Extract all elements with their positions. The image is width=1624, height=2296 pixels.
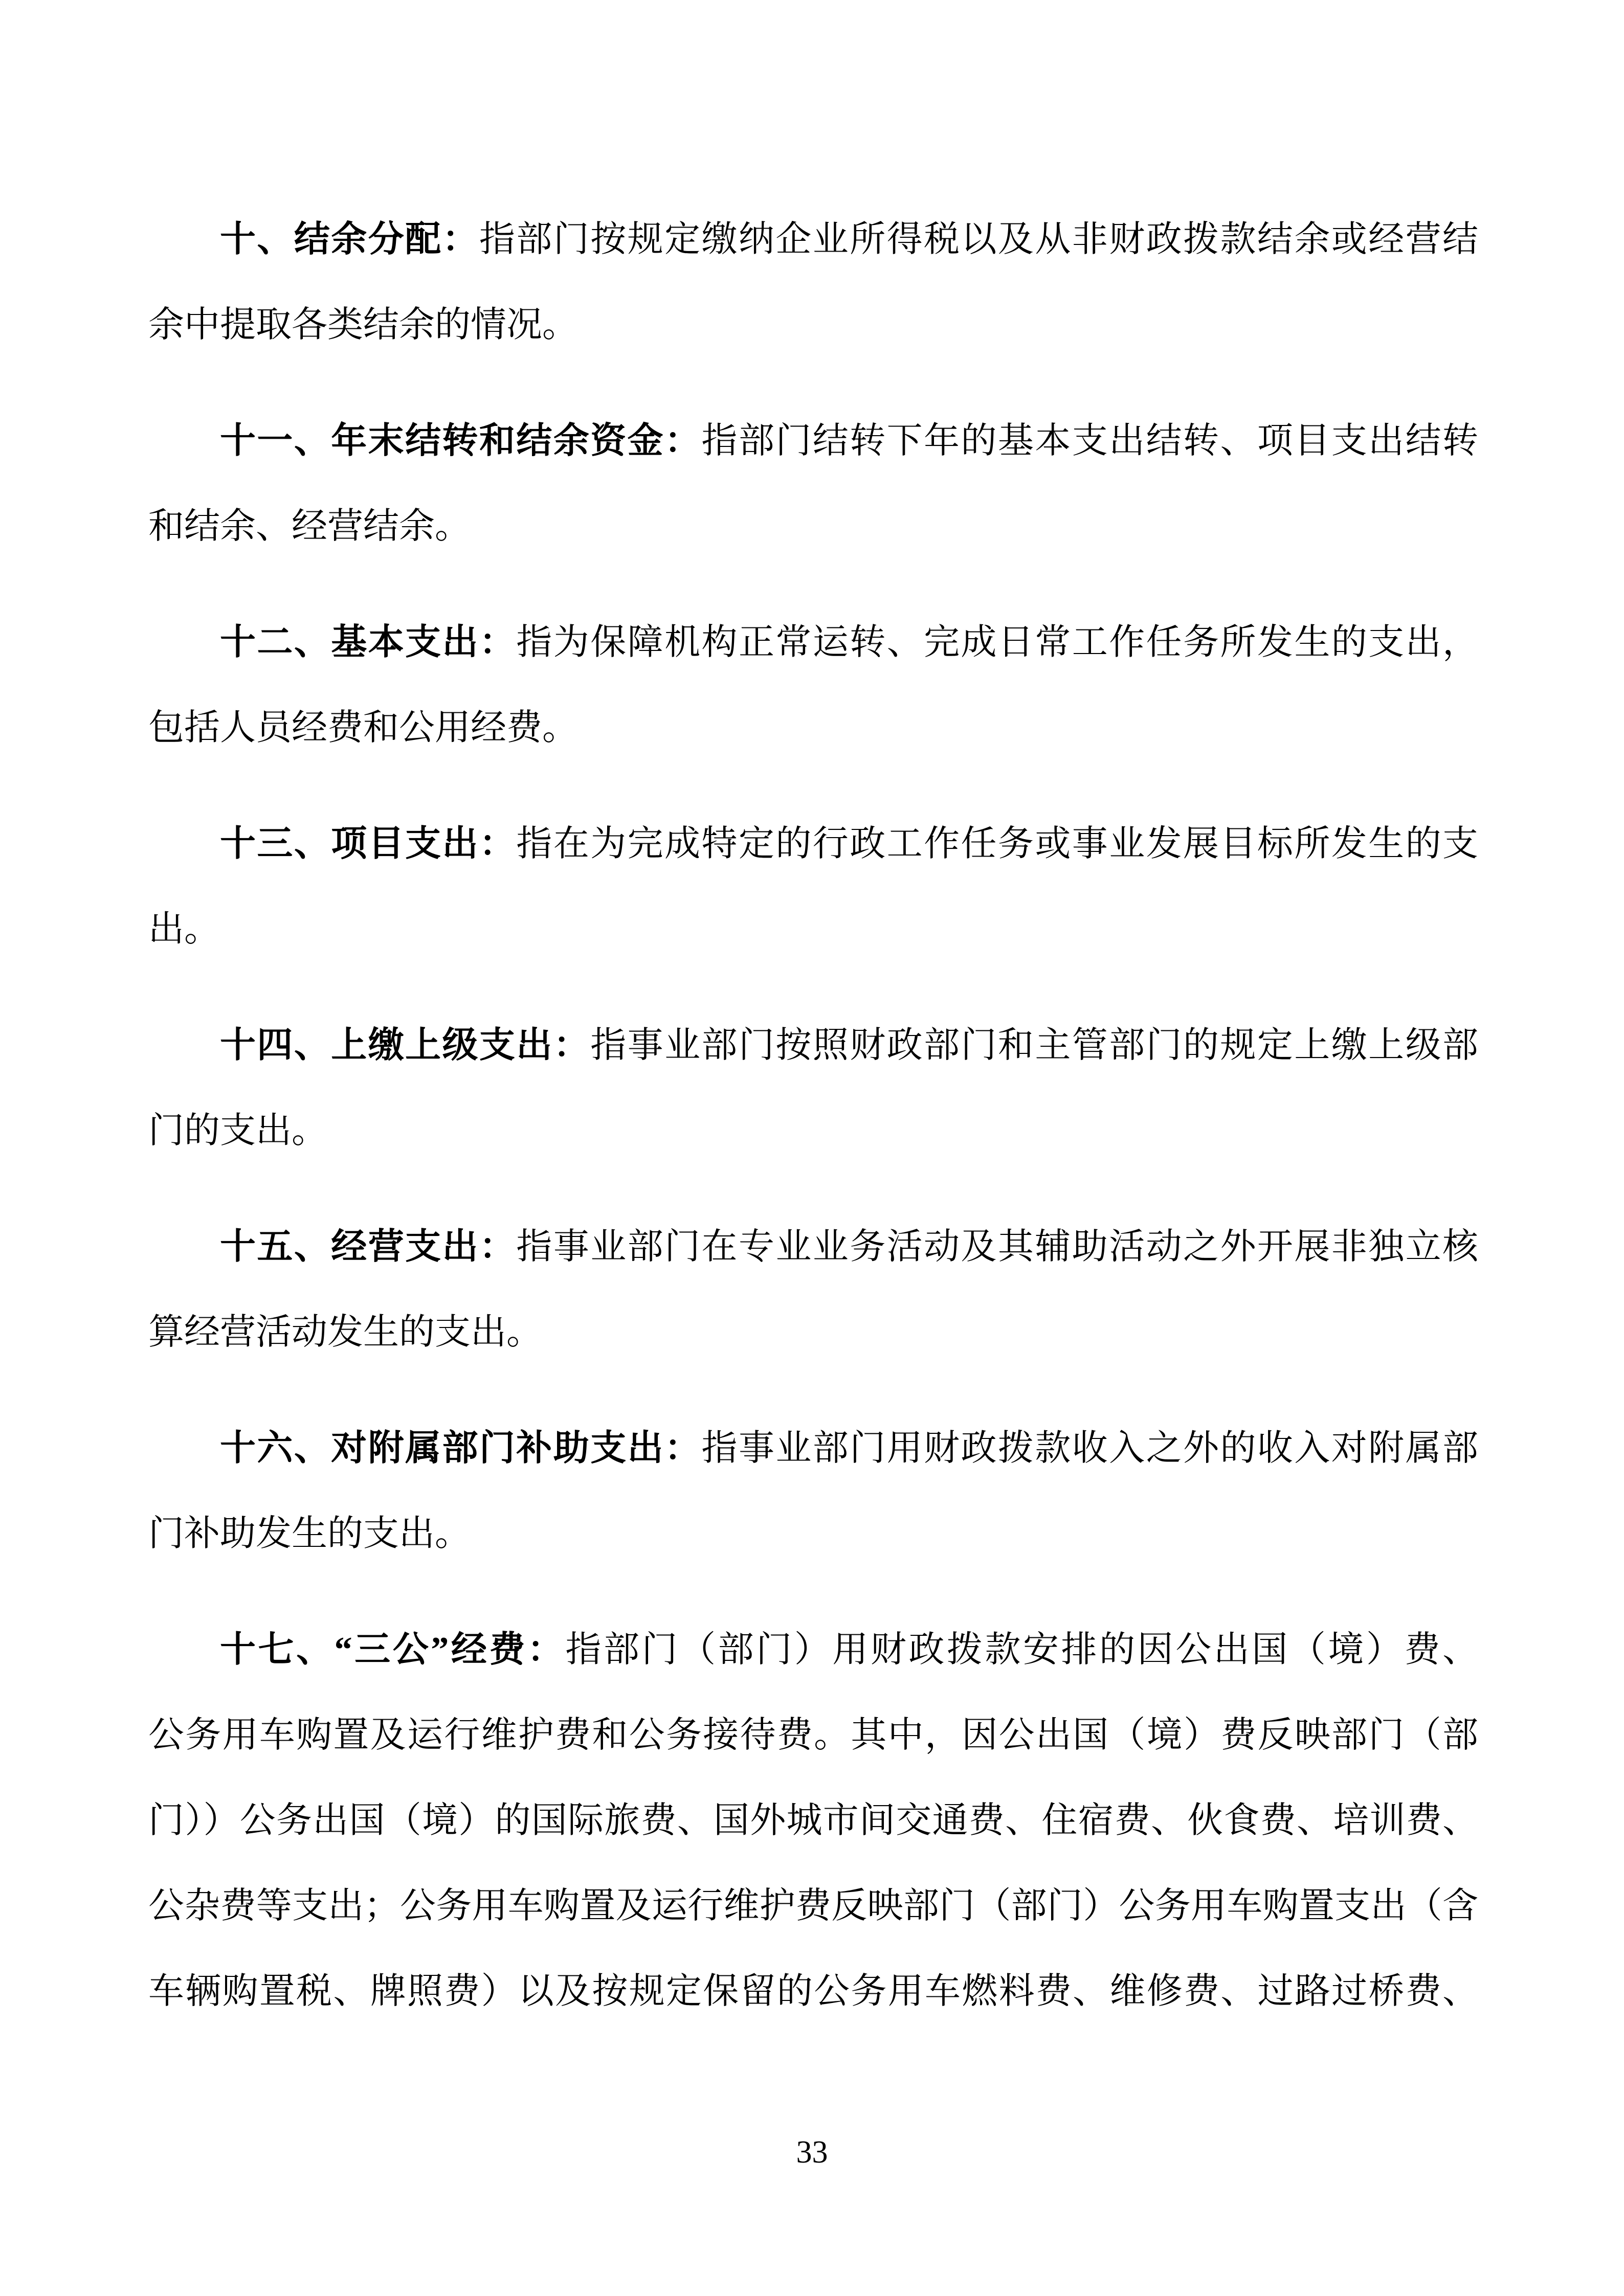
glossary-definition: 公务用车购置及运行维护费和公务接待费。其中，因公出国（境）费反映部门（部 (148, 1716, 1478, 1755)
paragraph (148, 1003, 1478, 1174)
glossary-definition: 指部门按规定缴纳企业所得税以及从非财政拨款结余或经营结 (479, 220, 1479, 259)
paragraph (148, 1204, 1478, 1375)
glossary-term: 十四、上缴上级支出： (220, 1026, 591, 1065)
glossary-definition: 公杂费等支出；公务用车购置及运行维护费反映部门（部门）公务用车购置支出（含 (148, 1886, 1478, 1926)
paragraph (148, 1406, 1478, 1577)
glossary-definition: 车辆购置税、牌照费）以及按规定保留的公务用车燃料费、维修费、过路过桥费、 (148, 1972, 1478, 2011)
text-line (148, 1088, 1478, 1174)
glossary-definition: 指部门结转下年的基本支出结转、项目支出结转 (701, 421, 1478, 461)
text-line (148, 282, 1478, 368)
glossary-term: 十七、“三公”经费： (220, 1630, 566, 1670)
glossary-definition: 门补助发生的支出。 (148, 1514, 471, 1554)
glossary-term: 十一、年末结转和结余资金： (220, 421, 702, 461)
glossary-definition: 门的支出。 (148, 1111, 327, 1151)
text-line (148, 801, 1478, 887)
text-line (148, 484, 1478, 569)
glossary-definition: 指为保障机构正常运转、完成日常工作任务所发生的支出， (516, 623, 1479, 662)
paragraph (148, 398, 1478, 569)
text-line (148, 600, 1478, 685)
glossary-definition: 和结余、经营结余。 (148, 507, 471, 546)
glossary-definition: 指事业部门在专业业务活动及其辅助活动之外开展非独立核 (516, 1227, 1479, 1267)
text-line (148, 1693, 1478, 1778)
paragraph (148, 801, 1478, 972)
glossary-term: 十六、对附属部门补助支出： (220, 1429, 702, 1468)
page-footer (0, 2135, 1624, 2170)
text-line (148, 1003, 1478, 1088)
glossary-definition: 指事业部门按照财政部门和主管部门的规定上缴上级部 (590, 1026, 1479, 1065)
glossary-term: 十三、项目支出： (220, 824, 517, 864)
glossary-definition: 算经营活动发生的支出。 (148, 1313, 542, 1352)
glossary-definition: 出。 (148, 910, 220, 949)
text-line (148, 685, 1478, 771)
text-line (148, 197, 1478, 282)
text-line (148, 1778, 1478, 1863)
glossary-term: 十二、基本支出： (220, 623, 517, 662)
paragraph (148, 197, 1478, 368)
text-line (148, 1949, 1478, 2034)
text-line (148, 1491, 1478, 1577)
glossary-definition: 指在为完成特定的行政工作任务或事业发展目标所发生的支 (516, 824, 1479, 864)
text-line (148, 398, 1478, 484)
paragraph (148, 1607, 1478, 2034)
glossary-definition: 余中提取各类结余的情况。 (148, 305, 578, 345)
glossary-definition: 指事业部门用财政拨款收入之外的收入对附属部 (701, 1429, 1478, 1468)
text-line (148, 1290, 1478, 1375)
glossary-definition: 指部门（部门）用财政拨款安排的因公出国（境）费、 (565, 1630, 1479, 1670)
glossary-text-block (148, 197, 1478, 2065)
glossary-definition: 包括人员经费和公用经费。 (148, 708, 578, 748)
page-number: 33 (796, 2135, 828, 2170)
text-line (148, 887, 1478, 972)
text-line (148, 1406, 1478, 1491)
paragraph (148, 600, 1478, 771)
text-line (148, 1204, 1478, 1290)
glossary-definition: 门））公务出国（境）的国际旅费、国外城市间交通费、住宿费、伙食费、培训费、 (148, 1801, 1478, 1840)
text-line (148, 1607, 1478, 1693)
text-line (148, 1863, 1478, 1949)
glossary-term: 十五、经营支出： (220, 1227, 517, 1267)
glossary-term: 十、结余分配： (220, 220, 479, 259)
